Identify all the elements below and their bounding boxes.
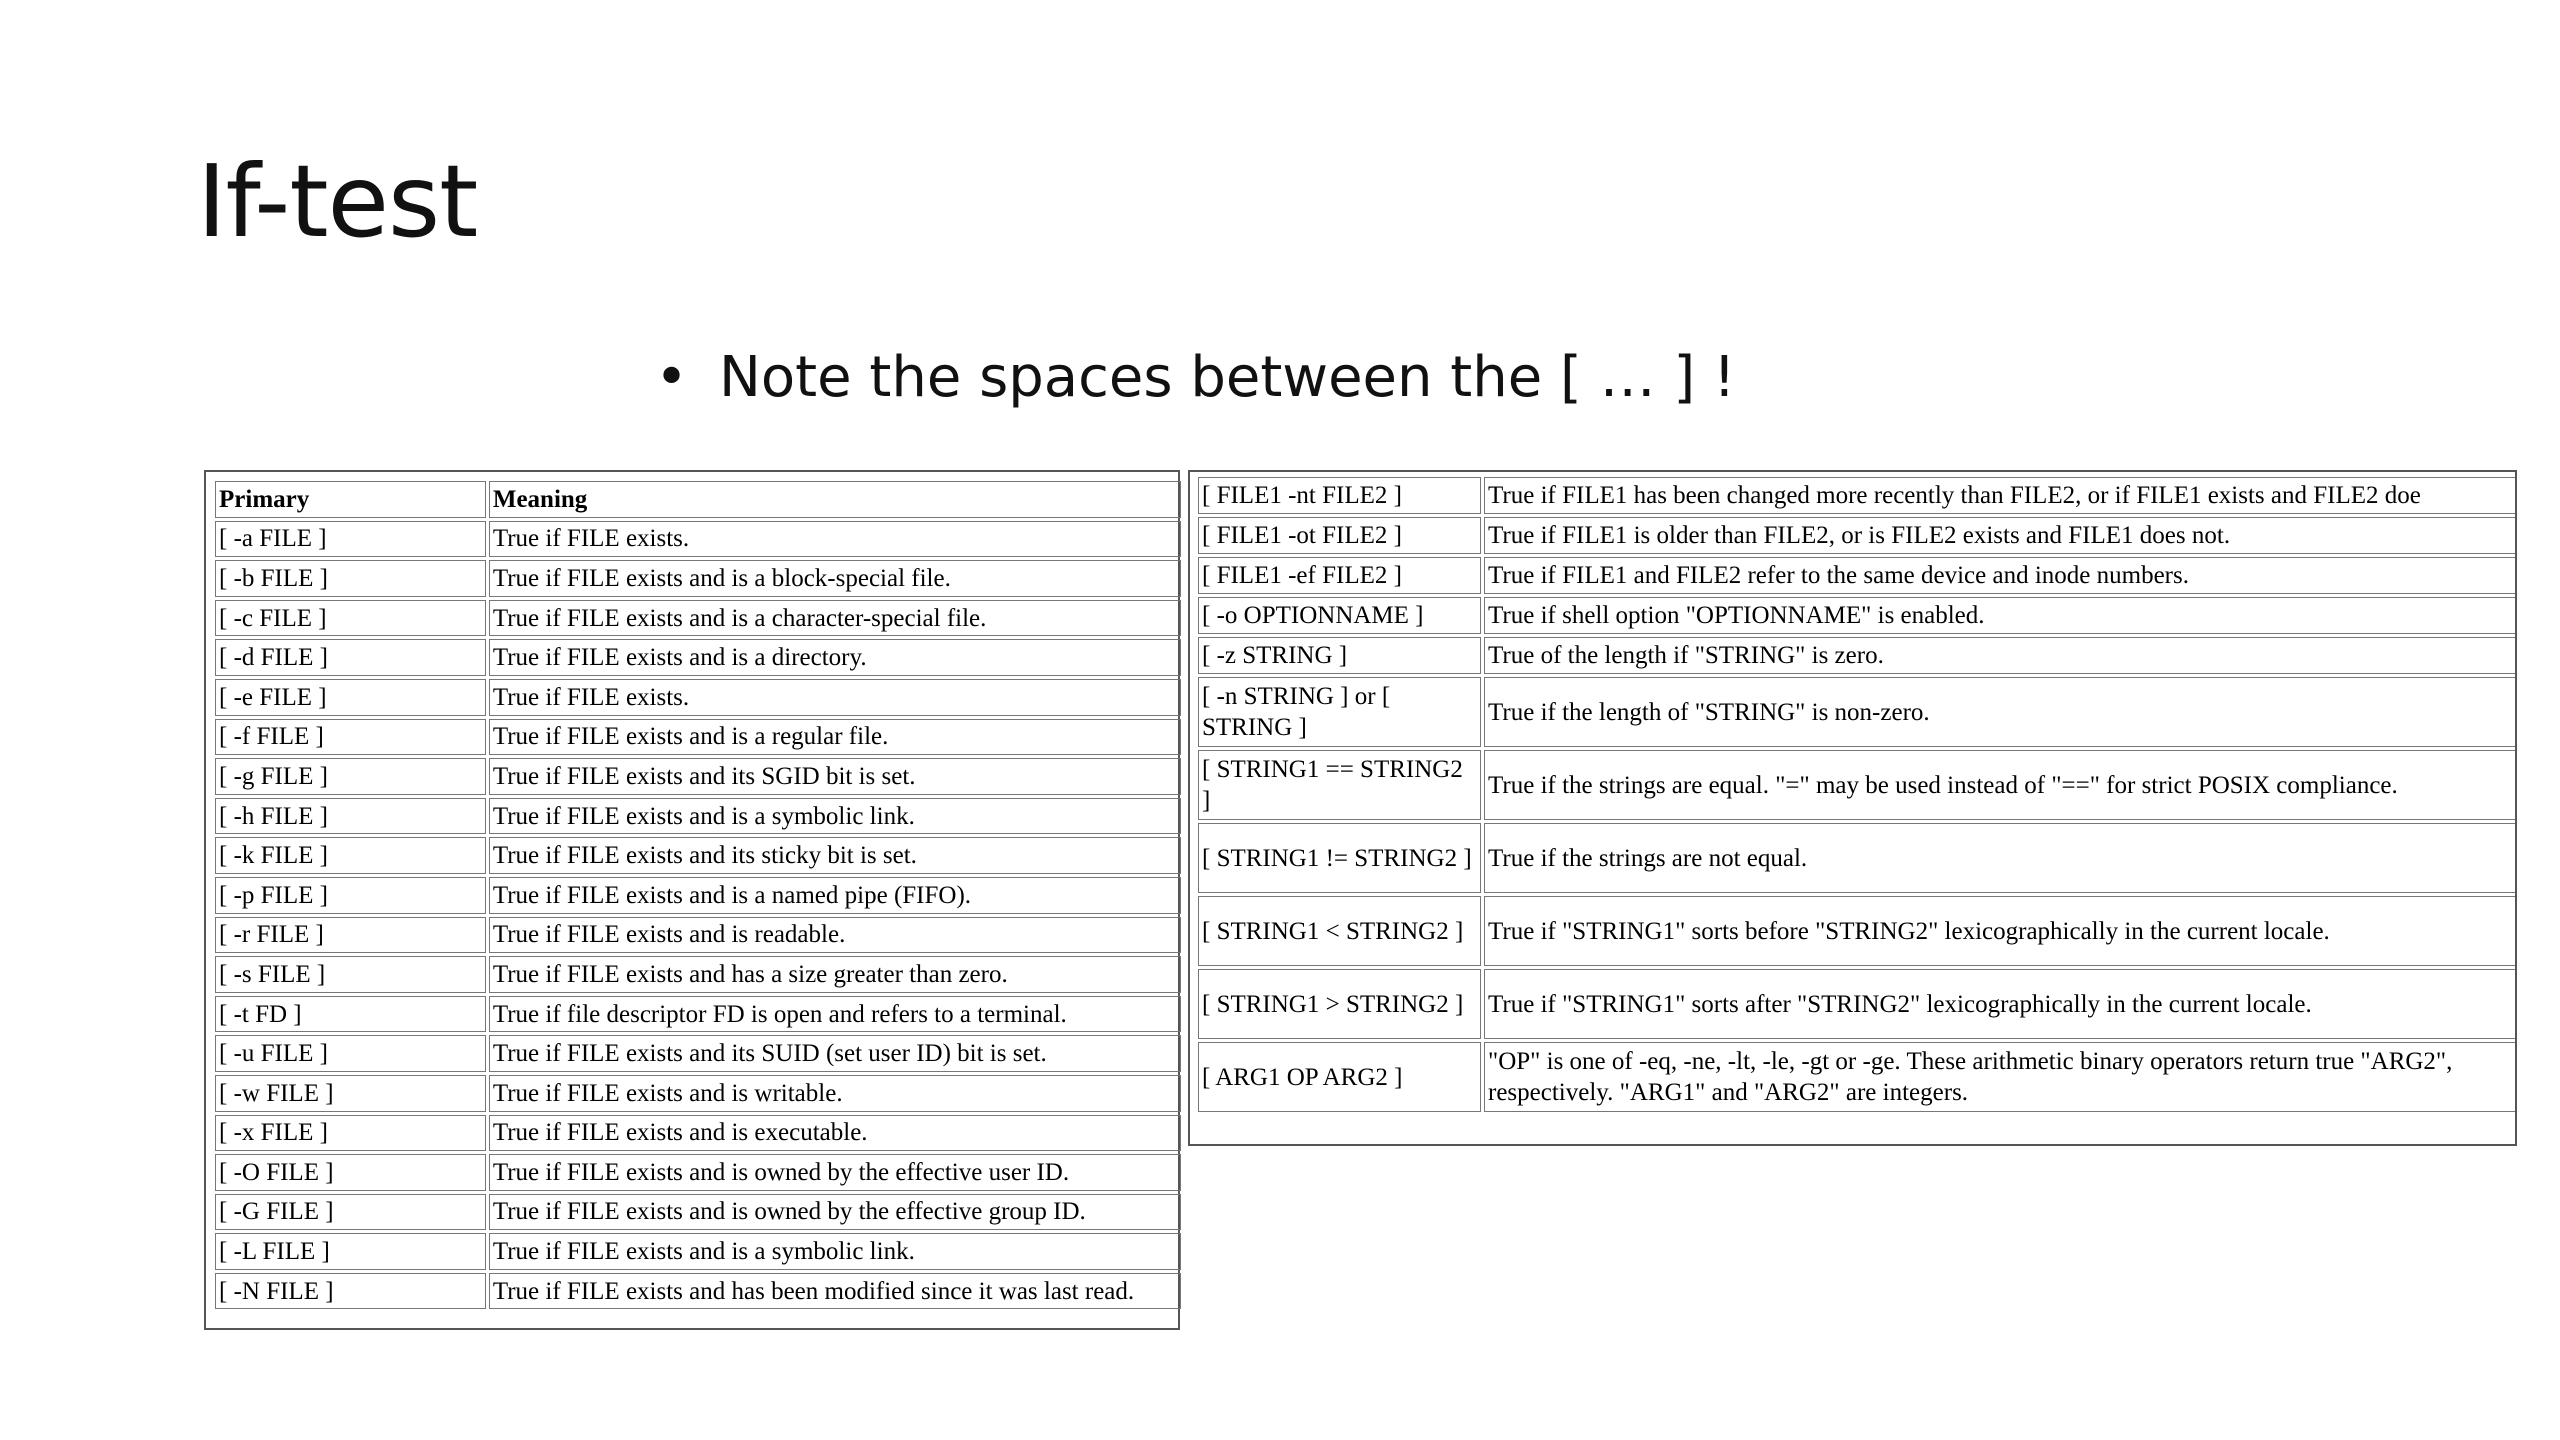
cell-meaning: True if FILE exists and is a block-special file. [489,560,1181,597]
cell-meaning: True if FILE exists and is a regular file. [489,719,1181,756]
table-row [215,1075,1181,1112]
cell-primary: [ -f FILE ] [215,719,486,756]
cell-primary: [ -z STRING ] [1198,637,1481,674]
table-row [215,1233,1181,1270]
cell-meaning: True if FILE1 and FILE2 refer to the same device and inode numbers. [1484,557,2517,594]
cell-primary: [ FILE1 -ef FILE2 ] [1198,557,1481,594]
table-row [1198,637,2517,674]
cell-meaning: True if FILE exists and has a size greater than zero. [489,956,1181,993]
cell-meaning: "OP" is one of -eq, -ne, -lt, -le, -gt or -ge. These arithmetic binary operators return true "ARG2", respectively. "ARG1" and "ARG2" are integers. [1484,1042,2517,1112]
cell-meaning: True if FILE exists and is a symbolic link. [489,798,1181,835]
cell-meaning: True if the strings are not equal. [1484,823,2517,893]
cell-meaning: True if "STRING1" sorts before "STRING2" lexicographically in the current locale. [1484,896,2517,966]
header-primary: Primary [215,481,486,518]
table-row [215,1115,1181,1152]
table-header-row [215,481,1181,518]
cell-meaning: True if the strings are equal. "=" may be used instead of "==" for strict POSIX compliance. [1484,750,2517,820]
table-row [215,1273,1181,1310]
table-row [215,679,1181,716]
table-row [215,560,1181,597]
cell-primary: [ -L FILE ] [215,1233,486,1270]
cell-meaning: True if FILE exists and is readable. [489,917,1181,954]
bullet-point [655,345,1736,410]
cell-primary: [ -e FILE ] [215,679,486,716]
cell-primary: [ FILE1 -ot FILE2 ] [1198,517,1481,554]
cell-primary: [ -a FILE ] [215,521,486,558]
comparison-test-table [1188,470,2517,1146]
cell-meaning: True if FILE exists and is executable. [489,1115,1181,1152]
cell-primary: [ -g FILE ] [215,758,486,795]
table-row [1198,1042,2517,1112]
cell-meaning: True if "STRING1" sorts after "STRING2" lexicographically in the current locale. [1484,969,2517,1039]
comparison-test-table-grid [1195,474,2517,1115]
cell-primary: [ FILE1 -nt FILE2 ] [1198,477,1481,514]
table-row [215,719,1181,756]
cell-meaning: True if shell option "OPTIONNAME" is enabled. [1484,597,2517,634]
cell-primary: [ -d FILE ] [215,639,486,676]
table-row [215,996,1181,1033]
cell-primary: [ -w FILE ] [215,1075,486,1112]
cell-primary: [ -b FILE ] [215,560,486,597]
table-row [215,917,1181,954]
table-row [215,639,1181,676]
cell-primary: [ -N FILE ] [215,1273,486,1310]
table-row [215,798,1181,835]
table-row [215,758,1181,795]
cell-primary: [ STRING1 == STRING2 ] [1198,750,1481,820]
cell-primary: [ STRING1 < STRING2 ] [1198,896,1481,966]
cell-primary: [ -o OPTIONNAME ] [1198,597,1481,634]
table-row [1198,477,2517,514]
cell-meaning: True of the length if "STRING" is zero. [1484,637,2517,674]
cell-meaning: True if FILE exists and is owned by the effective user ID. [489,1154,1181,1191]
bullet-text: Note the spaces between the [ … ] ! [719,345,1736,410]
cell-primary: [ -c FILE ] [215,600,486,637]
cell-meaning: True if FILE exists and its SUID (set user ID) bit is set. [489,1035,1181,1072]
cell-meaning: True if FILE exists and is owned by the effective group ID. [489,1194,1181,1231]
cell-meaning: True if FILE exists and is writable. [489,1075,1181,1112]
cell-meaning: True if FILE exists and is a symbolic link. [489,1233,1181,1270]
table-row [215,837,1181,874]
cell-primary: [ -h FILE ] [215,798,486,835]
table-row [215,956,1181,993]
table-row [215,1154,1181,1191]
cell-meaning: True if FILE exists and is a named pipe (FIFO). [489,877,1181,914]
cell-meaning: True if file descriptor FD is open and refers to a terminal. [489,996,1181,1033]
slide-title: If-test [197,143,478,260]
cell-primary: [ STRING1 != STRING2 ] [1198,823,1481,893]
cell-primary: [ -u FILE ] [215,1035,486,1072]
cell-primary: [ -n STRING ] or [ STRING ] [1198,677,1481,747]
cell-primary: [ STRING1 > STRING2 ] [1198,969,1481,1039]
table-row [1198,517,2517,554]
cell-primary: [ -t FD ] [215,996,486,1033]
table-row [1198,750,2517,820]
cell-meaning: True if FILE exists and has been modified since it was last read. [489,1273,1181,1310]
cell-primary: [ -O FILE ] [215,1154,486,1191]
cell-primary: [ -G FILE ] [215,1194,486,1231]
cell-primary: [ -p FILE ] [215,877,486,914]
cell-primary: [ -k FILE ] [215,837,486,874]
table-row [1198,823,2517,893]
cell-meaning: True if FILE exists and is a directory. [489,639,1181,676]
file-test-table-grid [212,478,1184,1312]
cell-primary: [ -x FILE ] [215,1115,486,1152]
table-row [1198,896,2517,966]
table-row [215,877,1181,914]
bullet-dot-icon: • [655,345,689,410]
cell-meaning: True if FILE1 is older than FILE2, or is FILE2 exists and FILE1 does not. [1484,517,2517,554]
header-meaning: Meaning [489,481,1181,518]
table-row [215,1035,1181,1072]
cell-meaning: True if FILE exists and its sticky bit is set. [489,837,1181,874]
table-row [1198,969,2517,1039]
cell-primary: [ -s FILE ] [215,956,486,993]
cell-meaning: True if FILE exists. [489,521,1181,558]
table-row [215,521,1181,558]
cell-meaning: True if FILE1 has been changed more recently than FILE2, or if FILE1 exists and FILE2 doe [1484,477,2517,514]
table-row [1198,557,2517,594]
file-test-table [204,470,1180,1330]
table-row [1198,597,2517,634]
cell-meaning: True if FILE exists and is a character-special file. [489,600,1181,637]
table-row [1198,677,2517,747]
cell-primary: [ ARG1 OP ARG2 ] [1198,1042,1481,1112]
table-row [215,1194,1181,1231]
cell-meaning: True if the length of "STRING" is non-zero. [1484,677,2517,747]
table-row [215,600,1181,637]
cell-meaning: True if FILE exists and its SGID bit is set. [489,758,1181,795]
cell-primary: [ -r FILE ] [215,917,486,954]
cell-meaning: True if FILE exists. [489,679,1181,716]
